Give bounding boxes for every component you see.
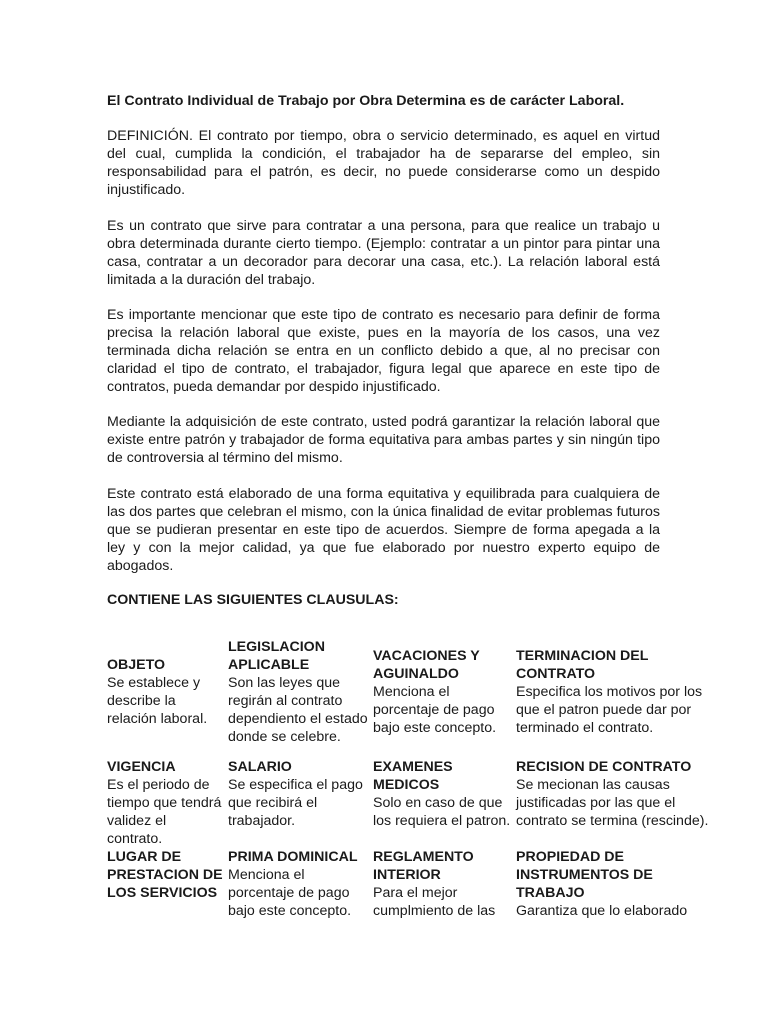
clause-title: VACACIONES Y AGUINALDO [373,648,480,682]
clause-description: Son las leyes que regirán al contrato dependiento el estado donde se celebre. [228,675,368,745]
clause-cell [373,848,516,920]
clause-description: Menciona el porcentaje de pago bajo este concepto. [373,684,497,736]
clause-cell [228,758,373,830]
clause-description: Para el mejor cumplmiento de las [373,885,496,919]
clauses-row [107,846,717,924]
clause-cell [228,848,373,920]
clause-cell [373,647,516,737]
clause-description: Es el periodo de tiempo que tendrá validez el contrato. [107,777,222,847]
clause-description: Garantiza que lo elaborado [516,903,688,919]
clause-title: EXAMENES MEDICOS [373,759,453,793]
clause-cell [107,656,228,728]
paragraph-definicion: DEFINICIÓN. El contrato por tiempo, obra o servicio determinado, es aquel en virtud del cual, cumplida la condición, el trabajador ha de separarse del empleo, sin responsabilidad para el patrón, es decir, no puede considerarse como un despido injustificado. [107,128,660,198]
clause-title: PRIMA DOMINICAL [228,849,358,865]
clause-title: VIGENCIA [107,759,176,775]
document-title: El Contrato Individual de Trabajo por Obra Determina es de carácter Laboral. [107,93,625,109]
clause-cell [228,638,373,746]
clause-cell [516,758,717,830]
clause-title: TERMINACION DEL CONTRATO [516,648,649,682]
clauses-row [107,756,717,846]
clause-title: SALARIO [228,759,292,775]
clause-description: Especifica los motivos por los que el patron puede dar por terminado el contrato. [516,684,703,736]
clause-title: LEGISLACION APLICABLE [228,639,325,673]
clause-description: Se especifica el pago que recibirá el trabajador. [228,777,363,829]
clause-cell [373,758,516,830]
paragraph-equity: Este contrato está elaborado de una forma equitativa y equilibrada para cualquiera de las dos partes que celebran el mismo, con la única finalidad de evitar problemas futuros que se pudieran presentar en este tipo de acuerdos. Siempre de forma apegada a la ley y con la mejor calidad, ya que fue elaborado por nuestro experto equipo de abogados. [107,486,660,574]
clause-cell [516,647,717,737]
clause-description: Menciona el porcentaje de pago bajo este concepto. [228,867,352,919]
clauses-heading: CONTIENE LAS SIGUIENTES CLAUSULAS: [107,592,399,608]
clause-description: Se establece y describe la relación laboral. [107,675,208,727]
clause-description: Se mecionan las causas justificadas por las que el contrato se termina (rescinde). [516,777,709,829]
paragraph-guarantee: Mediante la adquisición de este contrato, usted podrá garantizar la relación laboral que existe entre patrón y trabajador de forma equitativa para ambas partes y sin ningún tipo de controversia al término del mismo. [107,414,660,466]
clause-title: REGLAMENTO INTERIOR [373,849,474,883]
clause-cell [107,758,228,848]
paragraph-purpose: Es un contrato que sirve para contratar a una persona, para que realice un trabajo u obra determinada durante cierto tiempo. (Ejemplo: contratar a un pintor para pintar una casa, contratar a un decorador para decorar una casa, etc.). La relación laboral está limitada a la duración del trabajo. [107,218,660,288]
clause-title: PROPIEDAD DE INSTRUMENTOS DE TRABAJO [516,849,653,901]
clause-cell [516,848,717,920]
clause-title: RECISION DE CONTRATO [516,759,692,775]
clauses-table [107,628,717,924]
clause-title: OBJETO [107,657,166,673]
clause-description: Solo en caso de que los requiera el patron. [373,795,511,829]
clause-title: LUGAR DE PRESTACION DE LOS SERVICIOS [107,849,223,901]
clauses-row [107,628,717,756]
paragraph-importance: Es importante mencionar que este tipo de contrato es necesario para definir de forma precisa la relación laboral que existe, pues en la mayoría de los casos, una vez terminada dicha relación se entra en un conflicto debido a que, al no precisar con claridad el tipo de contrato, el trabajador, figura legal que aparece en este tipo de contratos, pueda demandar por despido injustificado. [107,307,660,395]
clause-cell [107,848,228,902]
